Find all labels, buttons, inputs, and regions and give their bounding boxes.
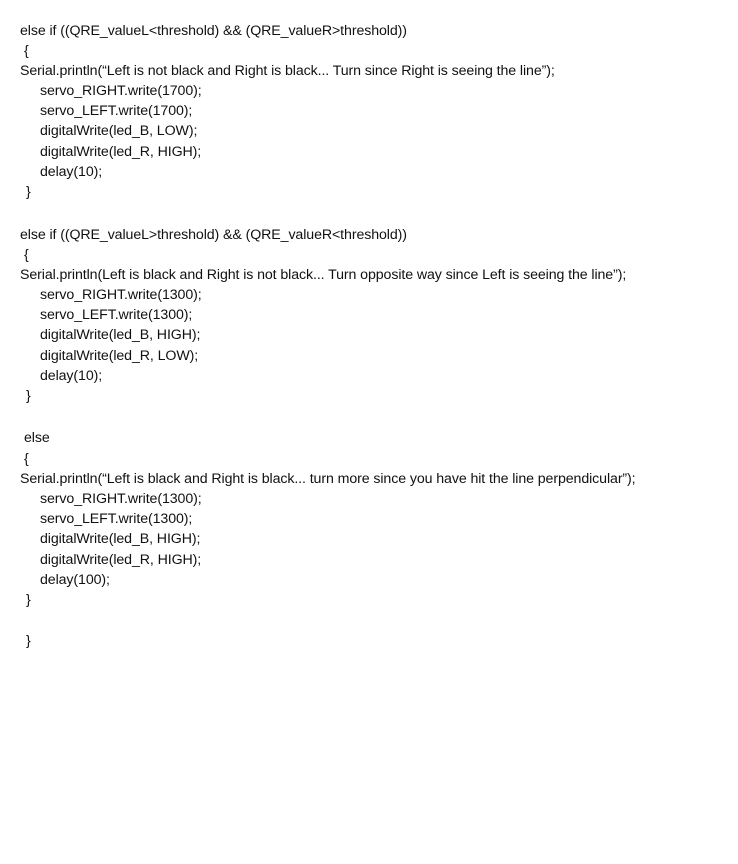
block1-line-4: digitalWrite(led_R, HIGH); (40, 144, 202, 160)
block2-line-2: servo_LEFT.write(1300); (40, 307, 193, 323)
block2-close-brace: } (26, 388, 31, 404)
block3-open-brace: { (24, 451, 29, 467)
block2-open-brace: { (24, 247, 29, 263)
block3-println: Serial.println(“Left is black and Right is black... turn more since you have hit the line perpendicular”); (20, 471, 636, 487)
block1-close-brace: } (26, 184, 31, 200)
block3-line-3: digitalWrite(led_B, HIGH); (40, 531, 201, 547)
block2-println: Serial.println(Left is black and Right is not black... Turn opposite way since Left is seeing the line”); (20, 267, 627, 283)
block1-line-1: servo_RIGHT.write(1700); (40, 83, 202, 99)
block3-close-brace: } (26, 592, 31, 608)
block3-line-2: servo_LEFT.write(1300); (40, 511, 193, 527)
block1-open-brace: { (24, 43, 29, 59)
block1-println: Serial.println(“Left is not black and Right is black... Turn since Right is seeing the line”); (20, 63, 555, 79)
block1-condition: else if ((QRE_valueL<threshold) && (QRE_valueR>threshold)) (20, 23, 407, 39)
block1-line-5: delay(10); (40, 164, 103, 180)
block2-line-5: delay(10); (40, 368, 103, 384)
block3-line-1: servo_RIGHT.write(1300); (40, 491, 202, 507)
block2-line-3: digitalWrite(led_B, HIGH); (40, 327, 201, 343)
block2-line-1: servo_RIGHT.write(1300); (40, 287, 202, 303)
final-close-brace: } (26, 633, 31, 649)
block3-line-4: digitalWrite(led_R, HIGH); (40, 552, 202, 568)
block2-condition: else if ((QRE_valueL>threshold) && (QRE_valueR<threshold)) (20, 227, 407, 243)
block2-line-4: digitalWrite(led_R, LOW); (40, 348, 199, 364)
block1-line-3: digitalWrite(led_B, LOW); (40, 123, 198, 139)
block3-line-5: delay(100); (40, 572, 110, 588)
block1-line-2: servo_LEFT.write(1700); (40, 103, 193, 119)
block3-condition: else (24, 430, 50, 446)
